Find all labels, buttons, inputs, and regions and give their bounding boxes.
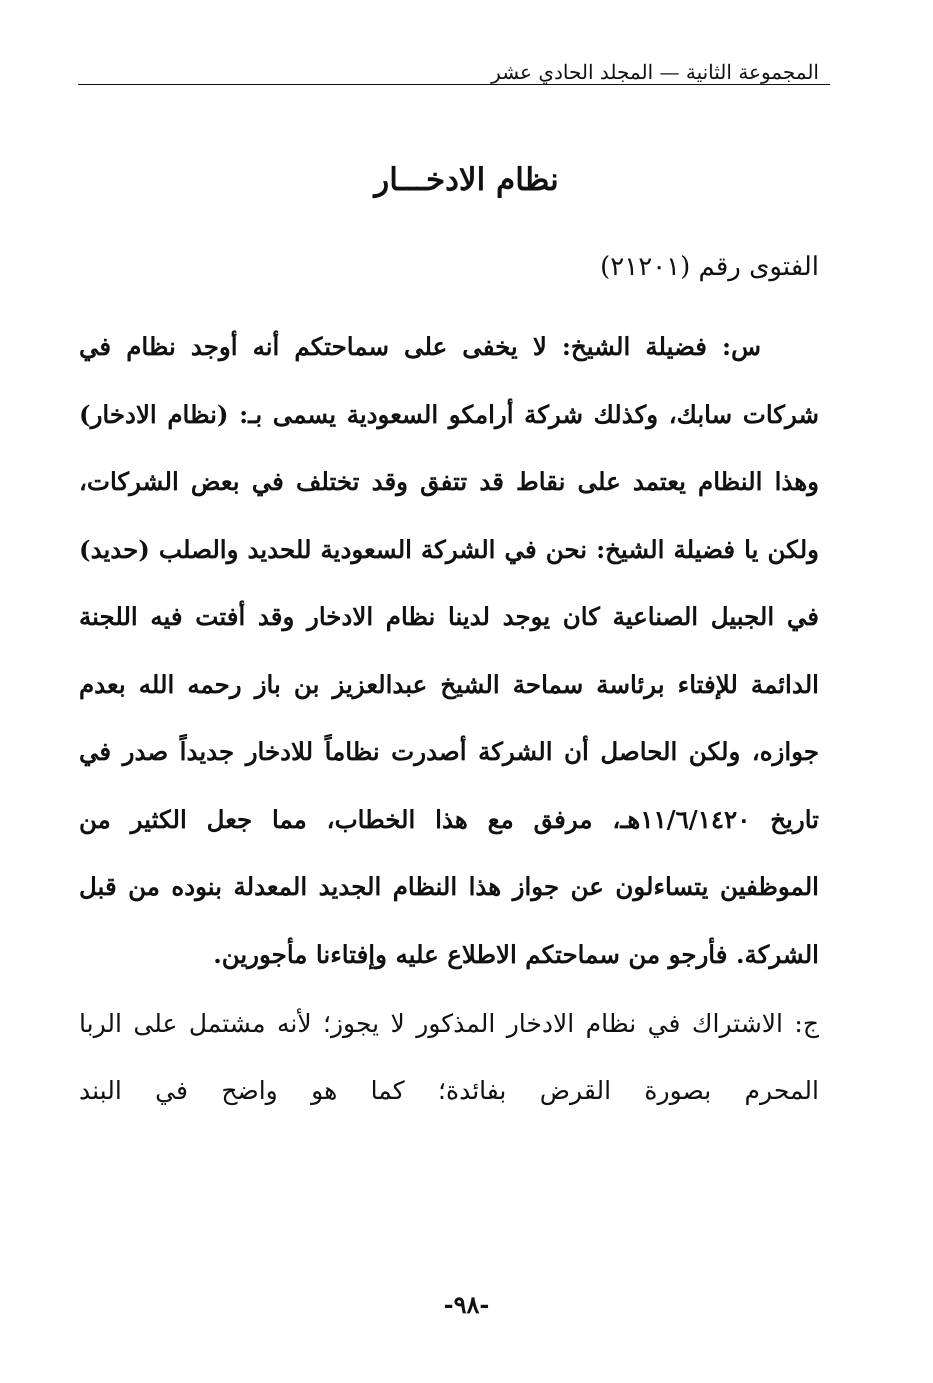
running-header: المجموعة الثانية — المجلد الحادي عشر — [491, 60, 819, 84]
answer-paragraph: ج: الاشتراك في نظام الادخار المذكور لا يجوز؛ لأنه مشتمل على الربا المحرم بصورة القرض بفائدة؛ كما هو واضح في البند — [79, 1009, 819, 1105]
page-number: -٩٨- — [443, 1290, 490, 1319]
question-paragraph: س: فضيلة الشيخ: لا يخفى على سماحتكم أنه أوجد نظام في شركات سابك، وكذلك شركة أرامكو السعودية يسمى بـ: (نظام الادخار) وهذا النظام يعتمد على نقاط قد تتفق وقد تختلف في بعض الشركات، ولكن يا فضيلة الشيخ: نحن في الشركة السعودية للحديد والصلب (حديد) في الجبيل الصناعية كان يوجد لدينا نظام الادخار وقد أفتت فيه اللجنة الدائمة للإفتاء برئاسة سماحة الشيخ عبدالعزيز بن باز رحمه الله بعدم جوازه، ولكن الحاصل أن الشركة أصدرت نظاماً للادخار جديداً صدر في تاريخ ١١/٦/١٤٢٠هـ، مرفق مع هذا الخطاب، مما جعل الكثير من الموظفين يتساءلون عن جواز هذا النظام الجديد المعدلة بنوده من قبل الشركة. فأرجو من سماحتكم الاطلاع عليه وإفتاءنا مأجورين. — [79, 332, 819, 969]
fatwa-number: الفتوى رقم (٢١٢٠١) — [600, 252, 819, 282]
header-rule — [78, 84, 830, 85]
section-title: نظام الادخـــار — [374, 162, 559, 198]
